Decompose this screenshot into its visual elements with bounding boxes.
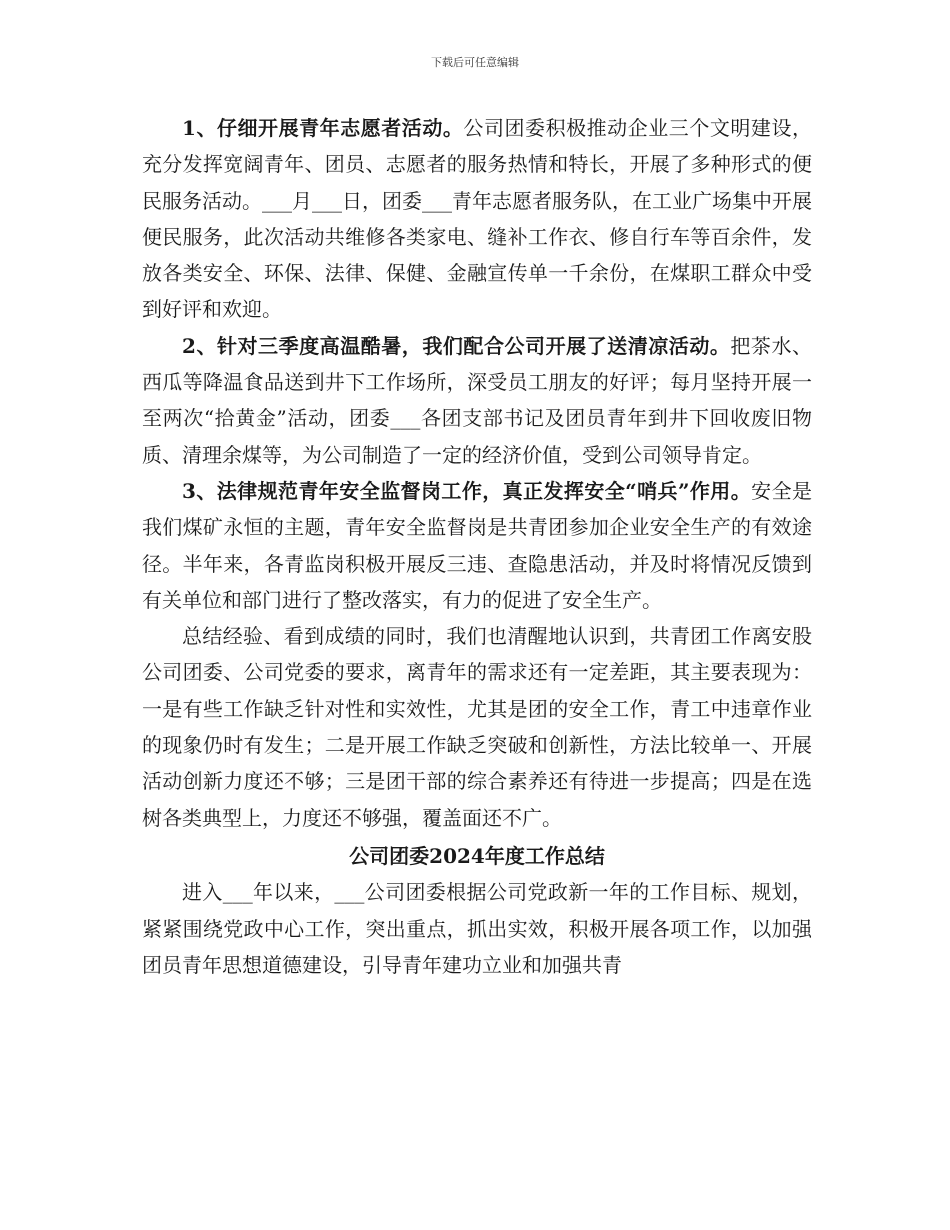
paragraph-heading: 2、针对三季度高温酷暑，我们配合公司开展了送清凉活动。 (182, 333, 731, 358)
paragraph-summary (142, 618, 812, 836)
page-header: 下载后可任意编辑 (431, 56, 519, 69)
paragraph-text: 进入___年以来，___公司团委根据公司党政新一年的工作目标、规划，紧紧围绕党政中心工作，突出重点，抓出实效，积极开展各项工作，以加强团员青年思想道德建设，引导青年建功立业和加强共青 (142, 880, 812, 977)
paragraph-heading: 1、仔细开展青年志愿者活动。 (182, 116, 464, 140)
paragraph-text: 总结经验、看到成绩的同时，我们也清醒地认识到，共青团工作离安股公司团委、公司党委的要求，离青年的需求还有一定差距，其主要表现为：一是有些工作缺乏针对性和实效性，尤其是团的安全工作，青工中违章作业的现象仍时有发生；二是开展工作缺乏突破和创新性，方法比较单一、开展活动创新力度还不够；三是团干部的综合素养还有待进一步提高；四是在选树各类典型上，力度还不够强，覆盖面还不广。 (142, 624, 812, 830)
paragraph-text: 安全是我们煤矿永恒的主题，青年安全监督岗是共青团参加企业安全生产的有效途径。半年来，各青监岗积极开展反三违、查隐患活动，并及时将情况反馈到有关单位和部门进行了整改落实，有力的促进了安全生产。 (142, 478, 812, 612)
paragraph-heading: 3、法律规范青年安全监督岗工作，真正发挥安全“哨兵”作用。 (182, 478, 752, 503)
paragraph-safety (142, 473, 812, 618)
section-title: 公司团委2024年度工作总结 (349, 843, 605, 868)
paragraph-cooling (142, 328, 812, 473)
paragraph-text: 公司团委积极推动企业三个文明建设，充分发挥宽阔青年、团员、志愿者的服务热情和特长，开展了多种形式的便民服务活动。___月___日，团委___青年志愿者服务队，在工业广场集中开展便民服务，此次活动共维修各类家电、缝补工作衣、修自行车等百余件，发放各类安全、环保、法律、保健、金融宣传单一千余份，在煤职工群众中受到好评和欢迎。 (142, 116, 812, 322)
document-body (142, 110, 812, 983)
paragraph-text: 把茶水、西瓜等降温食品送到井下工作场所，深受员工朋友的好评；每月坚持开展一至两次“拾黄金”活动，团委___各团支部书记及团员青年到井下回收废旧物质、清理余煤等，为公司制造了一定的经济价值，受到公司领导肯定。 (142, 333, 812, 467)
paragraph-intro (142, 874, 812, 983)
paragraph-volunteer (142, 110, 812, 328)
